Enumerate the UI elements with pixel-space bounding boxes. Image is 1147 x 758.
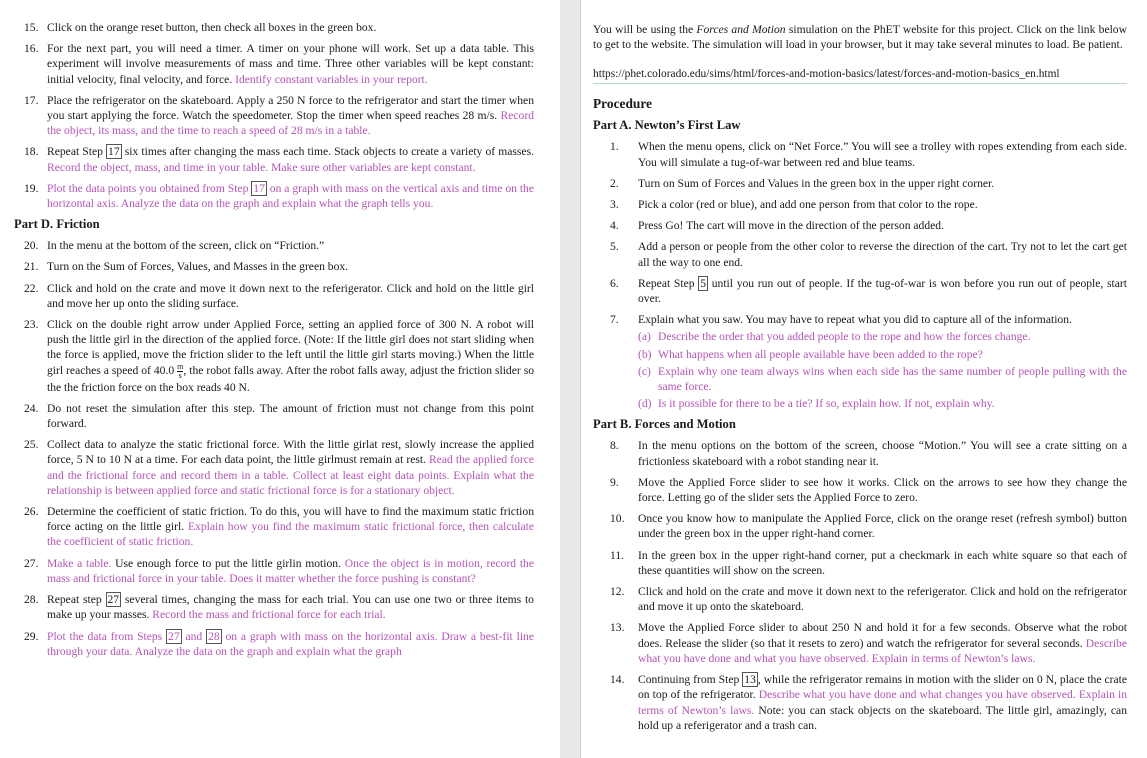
step-number: 21. [24, 260, 39, 274]
step-24 [14, 401, 534, 431]
step-number: 17. [24, 93, 39, 107]
report-instruction: What happens when all people available have been added to the rope? [658, 347, 983, 361]
step-text: In the green box in the upper right-hand corner, put a checkmark in each white square so that each of these quantities will show on the screen. [638, 548, 1127, 577]
step-text: Determine the coefficient of static friction. To do this, you will have to find the maximum static friction force acting on the little girl. [47, 505, 534, 534]
step-4 [593, 218, 1127, 233]
step-text: Do not reset the simulation after this step. The amount of friction must not change from this point forward. [47, 401, 534, 431]
step-23 [14, 317, 534, 395]
step-20 [14, 238, 534, 253]
step-link-17[interactable]: 17 [108, 145, 120, 159]
report-instruction: Once the object is in motion, record the mass and frictional force in your table. Does it matter whether the force pushing is constant? [47, 556, 534, 585]
step-16 [14, 41, 534, 87]
sub-letter: (a) [638, 330, 651, 344]
step-14 [593, 672, 1127, 733]
step-number: 4. [610, 219, 619, 233]
step-number: 3. [610, 198, 619, 212]
step-17 [14, 93, 534, 139]
step-7c [593, 364, 1127, 394]
unit-numerator: m [177, 361, 184, 371]
report-instruction: Describe the order that you added people to the rope and how the forces change. [658, 330, 1031, 344]
step-7d [593, 396, 1127, 411]
step-text: Repeat step [47, 593, 106, 607]
phet-link[interactable]: https://phet.colorado.edu/sims/html/forces-and-motion-basics/latest/forces-and-motion-basics_en.html [593, 68, 1127, 84]
step-text: Click on the orange reset button, then check all boxes in the green box. [47, 21, 377, 34]
step-text: When the menu opens, click on “Net Force.” You will see a trolley with ropes extending from each side. You will simulate a tug-of-war between red and blue teams. [638, 140, 1127, 169]
step-text: Note: you can stack objects on the skateboard. The little girl, amazingly, can hold up a referigerator and a trash can. [638, 703, 1127, 732]
step-text: Explain what you saw. You may have to repeat what you did to capture all of the information. [638, 313, 1072, 327]
report-instruction: Describe what you have done and what you have observed. Explain in terms of Newton’s laws. [638, 636, 1127, 665]
step-text: Place the refrigerator on the skateboard. Apply a 250 N force to the refrigerator and start the timer when you start applying the force. Watch the speedometer. Stop the timer when speed reaches 28 m/s. [47, 93, 534, 123]
step-text: Repeat Step [638, 276, 699, 290]
step-number: 29. [24, 629, 39, 643]
step-text: Continuing from Step [638, 673, 743, 687]
step-text: Collect data to analyze the static frictional force. With the little girlat rest, slowly increase the applied force, 5 N to 10 N at a time. For each data point, the little girlmust remain at rest. [47, 438, 534, 467]
step-link-27[interactable]: 27 [107, 593, 120, 607]
step-11 [593, 548, 1127, 578]
step-13 [593, 620, 1127, 666]
step-12 [593, 584, 1127, 614]
step-number: 11. [610, 548, 625, 562]
step-21 [14, 259, 534, 274]
step-text: For the next part, you will need a timer. A timer on your phone will work. Set up a data table. This experiment will involve measurements of mass and time. Three other variables will be kept constant: initial velocity, final velocity, and force. [47, 42, 534, 86]
sub-letter: (d) [638, 397, 652, 411]
step-number: 22. [24, 281, 39, 295]
step-text: Click on the double right arrow under Applied Force, setting an applied force of 300 N. A robot will push the little girl in the direction of the applied force. (Note: If the little girl does not start sliding when the force is applied, move the friction slider to the left until the little girl starts moving.) When the little girl reaches a speed of 40.0 [47, 318, 534, 377]
part-b-heading: Part B. Forces and Motion [593, 417, 736, 432]
right-page [580, 0, 1147, 758]
step-number: 7. [610, 313, 619, 327]
step-text: until you run out of people. If the tug-of-war is won before you run out of people, start over. [638, 276, 1127, 306]
step-number: 12. [610, 585, 625, 599]
part-a-heading: Part A. Newton’s First Law [593, 118, 741, 133]
sub-letter: (b) [638, 347, 652, 361]
step-number: 28. [24, 593, 39, 607]
step-text: Repeat Step [47, 145, 107, 159]
report-instruction: Is it possible for there to be a tie? If so, explain how. If not, explain why. [658, 397, 995, 411]
step-number: 6. [610, 276, 619, 290]
step-7 [593, 312, 1127, 327]
step-29 [14, 629, 534, 659]
step-8 [593, 438, 1127, 468]
step-number: 5. [610, 240, 619, 254]
step-text: Once you know how to manipulate the Applied Force, click on the orange reset (refresh symbol) button under the green box in the upper right-hand corner. [638, 512, 1127, 541]
report-instruction: Record the mass and frictional force for each trial. [152, 608, 386, 622]
step-number: 26. [24, 505, 39, 519]
part-d-heading: Part D. Friction [14, 217, 100, 232]
step-10 [593, 511, 1127, 541]
step-link-13[interactable]: 13 [744, 673, 756, 687]
step-text: six times after changing the mass each time. Stack objects to create a variety of masses. [121, 145, 534, 159]
step-number: 20. [24, 239, 39, 253]
step-18 [14, 144, 534, 174]
step-number: 10. [610, 512, 625, 526]
step-link-17[interactable]: 17 [253, 181, 265, 195]
step-number: 8. [610, 439, 619, 453]
step-22 [14, 281, 534, 311]
report-instruction: Record the object, mass, and time in your table. Make sure other variables are kept constant. [47, 160, 476, 174]
step-number: 24. [24, 401, 39, 415]
simulation-name: Forces and Motion [696, 23, 786, 36]
step-3 [593, 197, 1127, 212]
step-number: 1. [610, 140, 619, 154]
step-5 [593, 239, 1127, 269]
report-instruction: Plot the data from Steps [47, 629, 167, 643]
report-instruction: on a graph with mass on the vertical axis and time on the horizontal axis. Analyze the data on the graph and explain what the graph tells you. [47, 181, 534, 211]
step-text: Pick a color (red or blue), and add one person from that color to the rope. [638, 198, 978, 212]
report-instruction: Explain why one team always wins when each side has the same number of people pulling with the same force. [658, 364, 1127, 394]
step-text: , the robot falls away. After the robot falls away, adjust the friction slider so the the friction force on the box reads 40 N. [47, 363, 534, 394]
step-number: 9. [610, 475, 619, 489]
step-text: In the menu at the bottom of the screen, click on “Friction.” [47, 239, 325, 253]
step-text: , while the refrigerator remains in motion with the slider on 0 N, place the crate on top of the refrigerator. [638, 673, 1127, 702]
step-text: Click and hold on the crate and move it down next to the referigerator. Click and hold on the little girl and move her up onto the sliding surface. [47, 281, 534, 310]
intro-text: simulation on the PhET website for this project. Click on the link below to get to the website. The simulation will load in your browser, but it may take several minutes to load. Be patient. [593, 23, 1127, 52]
step-number: 13. [610, 621, 625, 635]
step-19 [14, 181, 534, 211]
report-instruction: Record the object, its mass, and the time to reach a speed of 28 m/s in a table. [47, 109, 534, 138]
step-number: 25. [24, 438, 39, 452]
step-9 [593, 475, 1127, 505]
step-number: 19. [24, 181, 39, 195]
step-text: Turn on the Sum of Forces, Values, and Masses in the green box. [47, 260, 349, 274]
step-text: Move the Applied Force slider to see how it works. Click on the arrows to see how they change the force. Letting go of the slider sets the Applied Force to zero. [638, 475, 1127, 505]
step-26 [14, 504, 534, 550]
step-number: 15. [24, 21, 39, 34]
step-text: Turn on Sum of Forces and Values in the green box in the upper right corner. [638, 176, 995, 190]
step-text: Use enough force to put the little girlin motion. [111, 556, 345, 570]
report-instruction: Plot the data points you obtained from Step [47, 181, 252, 195]
page-gutter [560, 0, 580, 758]
left-page [0, 0, 560, 758]
report-instruction: Read the applied force and the frictional force and record them in a table. Collect at least eight data points. Explain what the relationship is between applied force and static frictional force is for a stationary object. [47, 453, 534, 497]
unit-denominator: s [178, 370, 182, 380]
step-link-28[interactable]: 28 [208, 629, 220, 643]
step-text: Add a person or people from the other color to reverse the direction of the cart. Try not to let the cart get all the way to one end. [638, 240, 1127, 269]
step-number: 27. [24, 556, 39, 570]
step-15 [14, 20, 534, 35]
step-25 [14, 437, 534, 498]
procedure-heading: Procedure [593, 96, 653, 112]
intro-text: You will be using the [593, 23, 697, 36]
report-instruction: Describe what you have done and what changes you have observed. Explain in terms of Newton’s laws. [638, 688, 1127, 717]
step-27 [14, 556, 534, 586]
report-instruction: Identify constant variables in your report. [235, 72, 428, 86]
step-text: several times, changing the mass for each trial. You can use one two or three items to make up your masses. [47, 593, 534, 622]
step-1 [593, 139, 1127, 169]
step-number: 14. [610, 673, 625, 687]
step-number: 16. [24, 42, 39, 56]
step-text: Move the Applied Force slider to about 250 N and hold it for a few seconds. Observe what the robot does. Release the slider (so that it resets to zero) and watch the refrigerator for several seconds. [638, 621, 1127, 650]
report-instruction: Make a table. [47, 556, 112, 570]
step-28 [14, 592, 534, 622]
step-2 [593, 176, 1127, 191]
intro-paragraph [593, 22, 1127, 52]
step-text: In the menu options on the bottom of the screen, choose “Motion.” You will see a crate sitting on a frictionless skateboard with a robot standing near it. [638, 439, 1127, 468]
step-text: Click and hold on the crate and move it down next to the referigerator. Click and hold on the refrigerator and move it up onto the skateboard. [638, 585, 1127, 614]
step-text: Press Go! The cart will move in the direction of the person added. [638, 219, 944, 233]
step-6 [593, 276, 1127, 306]
step-7a [593, 329, 1127, 344]
step-link-5[interactable]: 5 [700, 276, 707, 290]
report-instruction: and [181, 629, 207, 643]
report-instruction: on a graph with mass on the horizontal axis. Draw a best-fit line through your data. Analyze the data on the graph and explain what the graph [47, 629, 534, 658]
step-number: 18. [24, 145, 39, 159]
step-number: 23. [24, 318, 39, 332]
report-instruction: Explain how you find the maximum static frictional force, then calculate the coefficient of static friction. [47, 520, 534, 549]
sub-letter: (c) [638, 364, 651, 378]
step-7b [593, 347, 1127, 362]
step-number: 2. [610, 176, 619, 190]
step-link-27[interactable]: 27 [168, 629, 180, 643]
